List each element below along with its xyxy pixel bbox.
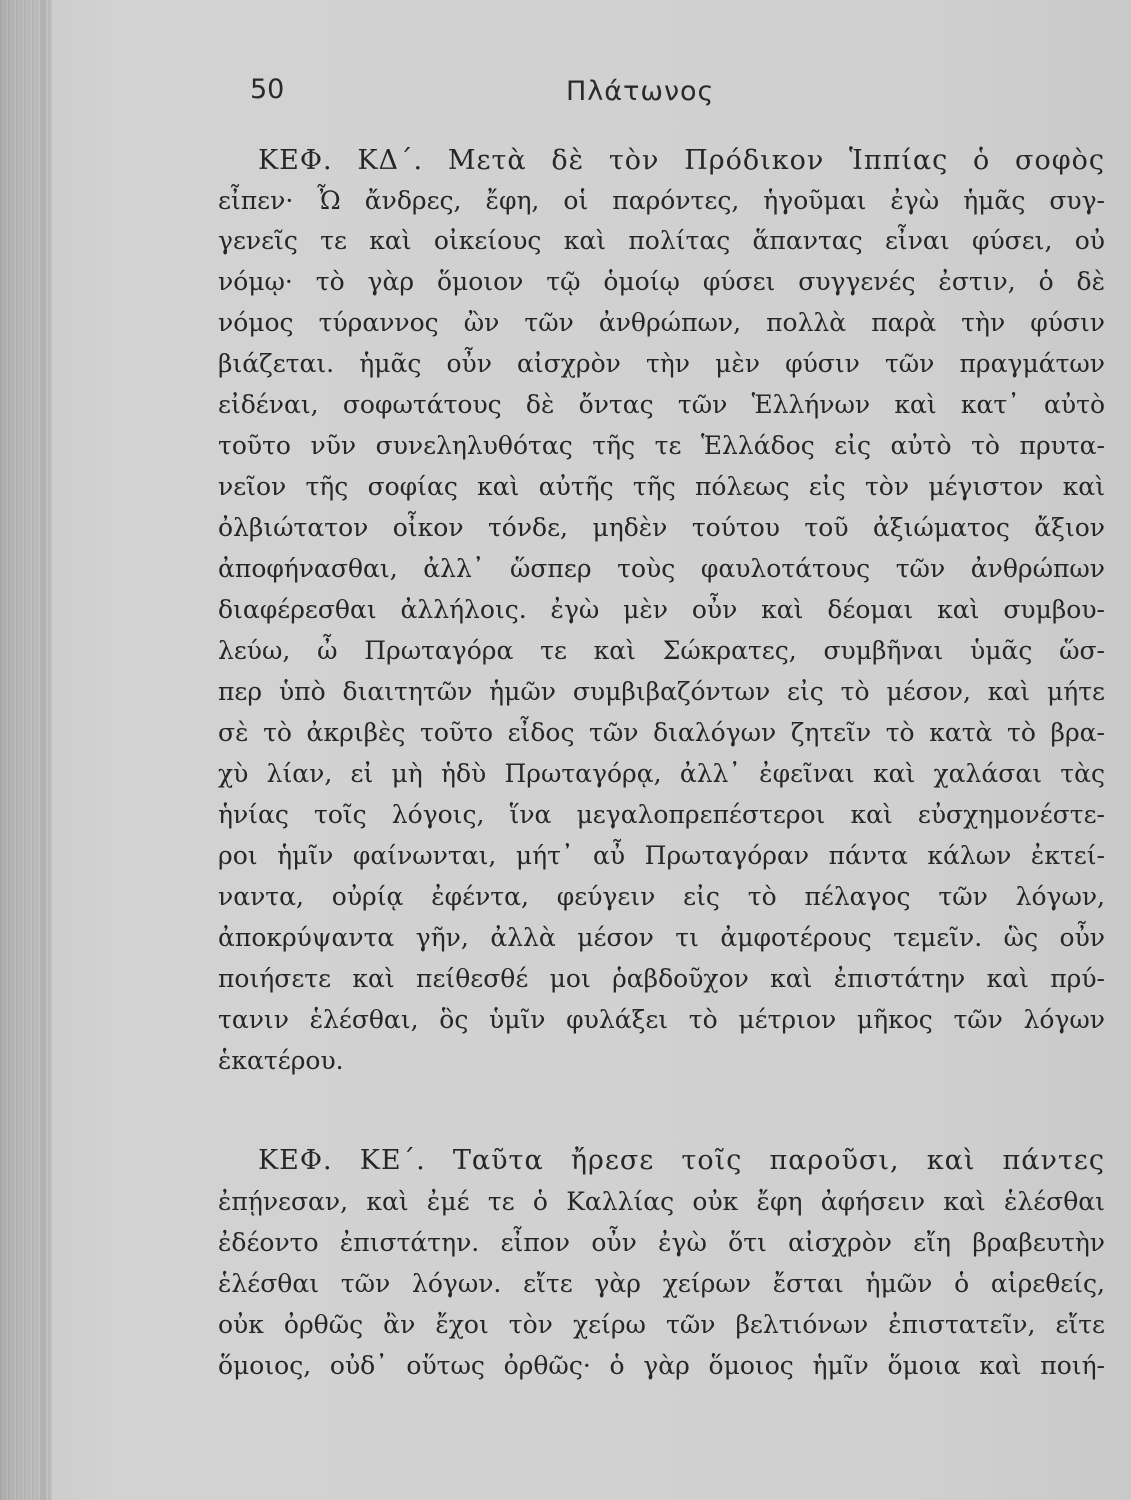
- page-number: 50: [250, 74, 285, 105]
- text-line: νόμος τύραννος ὢν τῶν ἀνθρώπων, πολλὰ παρὰ τὴν φύσιν: [218, 308, 1105, 337]
- text-line: λεύω, ὦ Πρωταγόρα τε καὶ Σώκρατες, συμβῆναι ὑμᾶς ὥσ-: [218, 636, 1105, 665]
- text-line: ΚΕΦ. ΚΕ΄. Ταῦτα ἤρεσε τοῖς παροῦσι, καὶ πάντες: [258, 1145, 1105, 1176]
- text-line: ΚΕΦ. ΚΔ΄. Μετὰ δὲ τὸν Πρόδικον Ἱππίας ὁ σοφὸς: [258, 145, 1105, 176]
- text-line: ποιήσετε καὶ πείθεσθέ μοι ῥαβδοῦχον καὶ ἐπιστάτην καὶ πρύ-: [218, 964, 1105, 993]
- text-line: διαφέρεσθαι ἀλλήλοις. ἐγὼ μὲν οὖν καὶ δέομαι καὶ συμβου-: [218, 595, 1105, 624]
- text-line: νεῖον τῆς σοφίας καὶ αὐτῆς τῆς πόλεως εἰς τὸν μέγιστον καὶ: [218, 472, 1105, 501]
- text-line: ὅμοιος, οὐδ᾽ οὕτως ὀρθῶς· ὁ γὰρ ὅμοιος ἡμῖν ὅμοια καὶ ποιή-: [218, 1351, 1105, 1380]
- text-line: νόμῳ· τὸ γὰρ ὅμοιον τῷ ὁμοίῳ φύσει συγγενές ἐστιν, ὁ δὲ: [218, 267, 1105, 296]
- page-header: [0, 72, 1131, 116]
- text-line: τοῦτο νῦν συνεληλυθότας τῆς τε Ἑλλάδος εἰς αὐτὸ τὸ πρυτα-: [218, 431, 1105, 460]
- text-line: οὐκ ὀρθῶς ἂν ἔχοι τὸν χείρω τῶν βελτιόνων ἐπιστατεῖν, εἴτε: [218, 1310, 1105, 1339]
- text-line: περ ὑπὸ διαιτητῶν ἡμῶν συμβιβαζόντων εἰς τὸ μέσον, καὶ μήτε: [218, 677, 1105, 706]
- text-line: ἑκατέρου.: [218, 1046, 344, 1075]
- text-line: ὀλβιώτατον οἶκον τόνδε, μηδὲν τούτου τοῦ ἀξιώματος ἄξιον: [218, 513, 1105, 542]
- text-line: τανιν ἑλέσθαι, ὃς ὑμῖν φυλάξει τὸ μέτριον μῆκος τῶν λόγων: [218, 1005, 1105, 1034]
- text-line: χὺ λίαν, εἰ μὴ ἡδὺ Πρωταγόρᾳ, ἀλλ᾽ ἐφεῖναι καὶ χαλάσαι τὰς: [218, 759, 1105, 788]
- text-line: εἶπεν· Ὦ ἄνδρες, ἔφη, οἱ παρόντες, ἡγοῦμαι ἐγὼ ἡμᾶς συγ-: [218, 186, 1105, 215]
- text-line: ἀποκρύψαντα γῆν, ἀλλὰ μέσον τι ἀμφοτέρους τεμεῖν. ὣς οὖν: [218, 923, 1105, 952]
- text-line: σὲ τὸ ἀκριβὲς τοῦτο εἶδος τῶν διαλόγων ζητεῖν τὸ κατὰ τὸ βρα-: [218, 718, 1105, 747]
- text-line: γενεῖς τε καὶ οἰκείους καὶ πολίτας ἅπαντας εἶναι φύσει, οὐ: [218, 226, 1105, 255]
- page-gutter: [40, 0, 46, 1500]
- running-title: Πλάτωνος: [566, 76, 715, 107]
- text-line: ἀποφήνασθαι, ἀλλ᾽ ὥσπερ τοὺς φαυλοτάτους τῶν ἀνθρώπων: [218, 554, 1105, 583]
- text-line: βιάζεται. ἡμᾶς οὖν αἰσχρὸν τὴν μὲν φύσιν τῶν πραγμάτων: [218, 349, 1105, 378]
- text-line: ναντα, οὐρίᾳ ἐφέντα, φεύγειν εἰς τὸ πέλαγος τῶν λόγων,: [218, 882, 1105, 911]
- text-line: ἐδέοντο ἐπιστάτην. εἶπον οὖν ἐγὼ ὅτι αἰσχρὸν εἴη βραβευτὴν: [218, 1228, 1105, 1257]
- text-line: ἐπῄνεσαν, καὶ ἐμέ τε ὁ Καλλίας οὐκ ἔφη ἀφήσειν καὶ ἑλέσθαι: [218, 1187, 1105, 1216]
- text-line: ἡνίας τοῖς λόγοις, ἵνα μεγαλοπρεπέστεροι καὶ εὐσχημονέστε-: [218, 800, 1105, 829]
- text-line: ροι ἡμῖν φαίνωνται, μήτ᾽ αὖ Πρωταγόραν πάντα κάλων ἐκτεί-: [218, 841, 1105, 870]
- text-line: εἰδέναι, σοφωτάτους δὲ ὄντας τῶν Ἑλλήνων καὶ κατ᾽ αὐτὸ: [218, 390, 1105, 419]
- text-line: ἑλέσθαι τῶν λόγων. εἴτε γὰρ χείρων ἔσται ἡμῶν ὁ αἱρεθείς,: [218, 1269, 1105, 1298]
